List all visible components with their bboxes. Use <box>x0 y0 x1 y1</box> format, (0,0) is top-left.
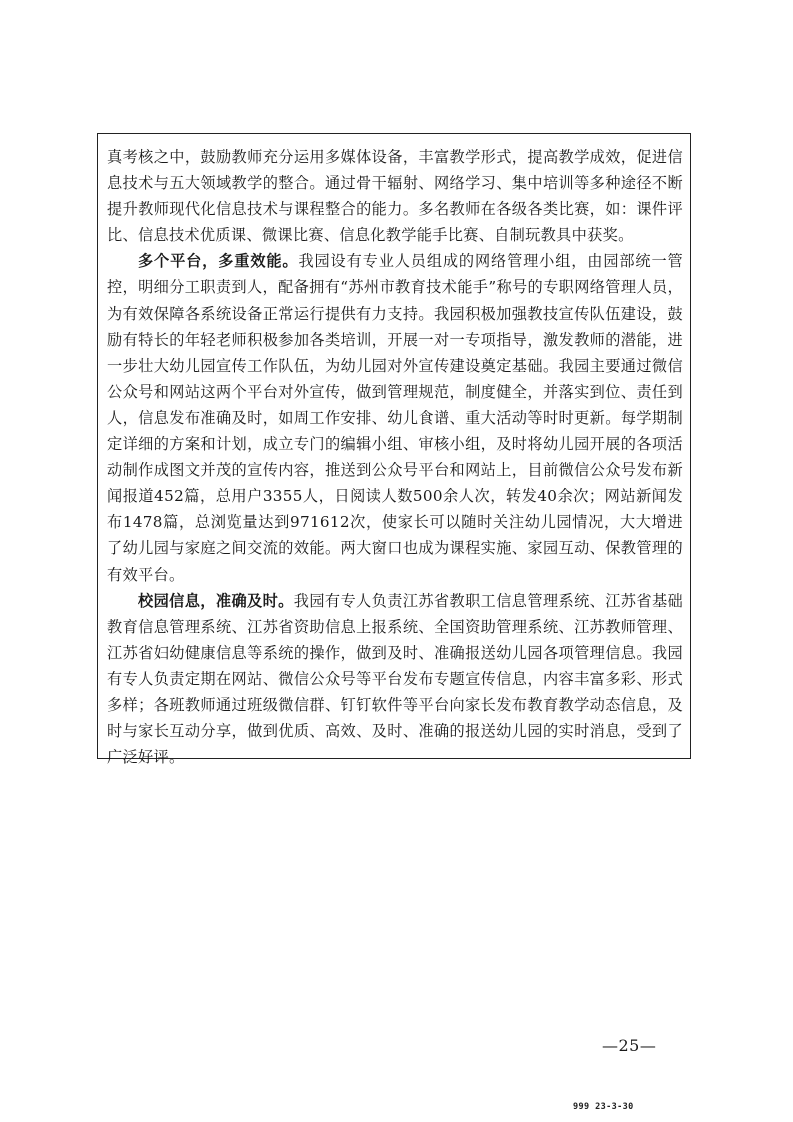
page-number: —25— <box>602 1036 657 1055</box>
paragraph-text: 我园设有专业人员组成的网络管理小组，由园部统一管控，明细分工职责到人，配备拥有“苏州市教育技术能手”称号的专职网络管理人员，为有效保障各系统设备正常运行提供有力支持。我园积极加强教技宣传队伍建设，鼓励有特长的年轻老师积极参加各类培训，开展一对一专项指导，激发教师的潜能，进一步壮大幼儿园宣传工作队伍，为幼儿园对外宣传建设奠定基础。我园主要通过微信公众号和网站这两个平台对外宣传，做到管理规范，制度健全，并落实到位、责任到人，信息发布准确及时，如周工作安排、幼儿食谱、重大活动等时时更新。每学期制定详细的方案和计划，成立专门的编辑小组、审核小组，及时将幼儿园开展的各项活动制作成图文并茂的宣传内容，推送到公众号平台和网站上，目前微信公众号发布新闻报道452篇，总用户3355人，日阅读人数500余人次，转发40余次；网站新闻发布1478篇，总浏览量达到971612次，使家长可以随时关注幼儿园情况，大大增进了幼儿园与家庭之间交流的效能。两大窗口也成为课程实施、家园互动、保教管理的有效平台。 <box>107 252 684 584</box>
paragraph-lead-heading: 多个平台，多重效能。 <box>138 252 299 271</box>
paragraph-campus-information <box>107 588 683 771</box>
bordered-content-box <box>97 133 691 767</box>
paragraph-text: 真考核之中，鼓励教师充分运用多媒体设备，丰富教学形式，提高教学成效，促进信息技术与五大领域教学的整合。通过骨干辐射、网络学习、集中培训等多种途径不断提升教师现代化信息技术与课程整合的能力。多名教师在各级各类比赛，如：课件评比、信息技术优质课、微课比赛、信息化教学能手比赛、自制玩教具中获奖。 <box>107 148 683 245</box>
footer-stamp: 999 23-3-30 <box>573 1102 634 1112</box>
paragraph-text: 我园有专人负责江苏省教职工信息管理系统、江苏省基础教育信息管理系统、江苏省资助信息上报系统、全国资助管理系统、江苏教师管理、江苏省妇幼健康信息等系统的操作，做到及时、准确报送幼儿园各项管理信息。我园有专人负责定期在网站、微信公众号等平台发布专题宣传信息，内容丰富多彩、形式多样；各班教师通过班级微信群、钉钉软件等平台向家长发布教育教学动态信息，及时与家长互动分享，做到优质、高效、及时、准确的报送幼儿园的实时消息，受到了广泛好评。 <box>107 591 684 767</box>
paragraph-multimedia-teaching <box>107 144 683 248</box>
paragraph-lead-heading: 校园信息，准确及时。 <box>138 591 294 610</box>
paragraph-multiple-platforms <box>107 248 683 587</box>
